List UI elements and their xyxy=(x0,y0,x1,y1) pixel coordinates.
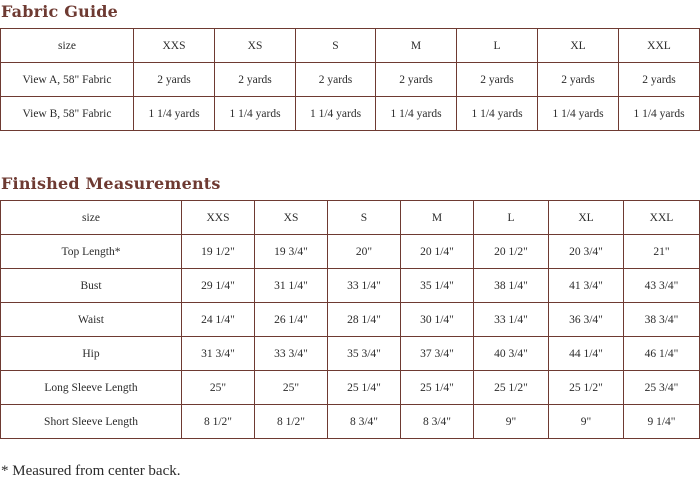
header-size-cell: S xyxy=(296,29,376,63)
table-cell: 20 3/4" xyxy=(549,235,624,269)
row-label: View A, 58" Fabric xyxy=(1,63,134,97)
table-cell: 38 3/4" xyxy=(624,303,700,337)
finished-measurements-table xyxy=(0,200,700,439)
table-cell: 38 1/4" xyxy=(474,269,549,303)
table-cell: 2 yards xyxy=(457,63,538,97)
table-cell: 35 1/4" xyxy=(401,269,474,303)
table-cell: 20 1/4" xyxy=(401,235,474,269)
table-cell: 1 1/4 yards xyxy=(457,97,538,131)
table-row xyxy=(1,63,700,97)
table-cell: 2 yards xyxy=(376,63,457,97)
finished-measurements-title: Finished Measurements xyxy=(1,174,221,193)
header-size-cell: XXS xyxy=(134,29,215,63)
table-cell: 25 1/2" xyxy=(474,371,549,405)
table-cell: 21" xyxy=(624,235,700,269)
table-cell: 26 1/4" xyxy=(255,303,328,337)
table-cell: 19 1/2" xyxy=(182,235,255,269)
table-cell: 2 yards xyxy=(296,63,376,97)
fabric-guide-title: Fabric Guide xyxy=(1,2,119,21)
table-cell: 35 3/4" xyxy=(328,337,401,371)
table-cell: 1 1/4 yards xyxy=(134,97,215,131)
table-cell: 29 1/4" xyxy=(182,269,255,303)
table-header-row xyxy=(1,29,700,63)
table-row xyxy=(1,235,700,269)
table-cell: 2 yards xyxy=(215,63,296,97)
header-size-cell: XXL xyxy=(624,201,700,235)
table-row xyxy=(1,337,700,371)
table-row xyxy=(1,303,700,337)
header-size-cell: XXL xyxy=(619,29,700,63)
table-cell: 1 1/4 yards xyxy=(376,97,457,131)
table-row xyxy=(1,269,700,303)
table-cell: 9" xyxy=(549,405,624,439)
table-row xyxy=(1,371,700,405)
table-row xyxy=(1,97,700,131)
header-size-cell: XS xyxy=(215,29,296,63)
table-cell: 33 1/4" xyxy=(328,269,401,303)
table-cell: 24 1/4" xyxy=(182,303,255,337)
table-cell: 2 yards xyxy=(538,63,619,97)
header-size-cell: S xyxy=(328,201,401,235)
table-cell: 25 1/4" xyxy=(401,371,474,405)
table-cell: 8 3/4" xyxy=(401,405,474,439)
table-cell: 25" xyxy=(182,371,255,405)
header-size-label: size xyxy=(1,201,182,235)
fabric-guide-table xyxy=(0,28,700,131)
row-label: Top Length* xyxy=(1,235,182,269)
table-cell: 40 3/4" xyxy=(474,337,549,371)
table-cell: 20" xyxy=(328,235,401,269)
header-size-cell: L xyxy=(474,201,549,235)
table-cell: 25 1/4" xyxy=(328,371,401,405)
table-cell: 31 3/4" xyxy=(182,337,255,371)
row-label: View B, 58" Fabric xyxy=(1,97,134,131)
table-cell: 8 1/2" xyxy=(255,405,328,439)
header-size-cell: L xyxy=(457,29,538,63)
header-size-cell: XL xyxy=(549,201,624,235)
header-size-cell: XXS xyxy=(182,201,255,235)
table-cell: 2 yards xyxy=(619,63,700,97)
table-cell: 1 1/4 yards xyxy=(215,97,296,131)
table-cell: 43 3/4" xyxy=(624,269,700,303)
row-label: Waist xyxy=(1,303,182,337)
header-size-cell: XS xyxy=(255,201,328,235)
table-cell: 8 3/4" xyxy=(328,405,401,439)
header-size-label: size xyxy=(1,29,134,63)
table-cell: 33 1/4" xyxy=(474,303,549,337)
table-cell: 30 1/4" xyxy=(401,303,474,337)
table-cell: 33 3/4" xyxy=(255,337,328,371)
table-cell: 9 1/4" xyxy=(624,405,700,439)
table-cell: 36 3/4" xyxy=(549,303,624,337)
table-row xyxy=(1,405,700,439)
table-cell: 9" xyxy=(474,405,549,439)
footnote: * Measured from center back. xyxy=(1,463,181,479)
table-cell: 1 1/4 yards xyxy=(538,97,619,131)
table-cell: 19 3/4" xyxy=(255,235,328,269)
table-cell: 25 1/2" xyxy=(549,371,624,405)
row-label: Short Sleeve Length xyxy=(1,405,182,439)
header-size-cell: XL xyxy=(538,29,619,63)
row-label: Bust xyxy=(1,269,182,303)
header-size-cell: M xyxy=(401,201,474,235)
table-cell: 25 3/4" xyxy=(624,371,700,405)
table-cell: 37 3/4" xyxy=(401,337,474,371)
table-cell: 28 1/4" xyxy=(328,303,401,337)
table-cell: 1 1/4 yards xyxy=(619,97,700,131)
table-cell: 25" xyxy=(255,371,328,405)
table-cell: 1 1/4 yards xyxy=(296,97,376,131)
table-cell: 31 1/4" xyxy=(255,269,328,303)
table-header-row xyxy=(1,201,700,235)
row-label: Long Sleeve Length xyxy=(1,371,182,405)
row-label: Hip xyxy=(1,337,182,371)
table-cell: 46 1/4" xyxy=(624,337,700,371)
table-cell: 8 1/2" xyxy=(182,405,255,439)
table-cell: 2 yards xyxy=(134,63,215,97)
table-cell: 41 3/4" xyxy=(549,269,624,303)
table-cell: 44 1/4" xyxy=(549,337,624,371)
table-cell: 20 1/2" xyxy=(474,235,549,269)
header-size-cell: M xyxy=(376,29,457,63)
